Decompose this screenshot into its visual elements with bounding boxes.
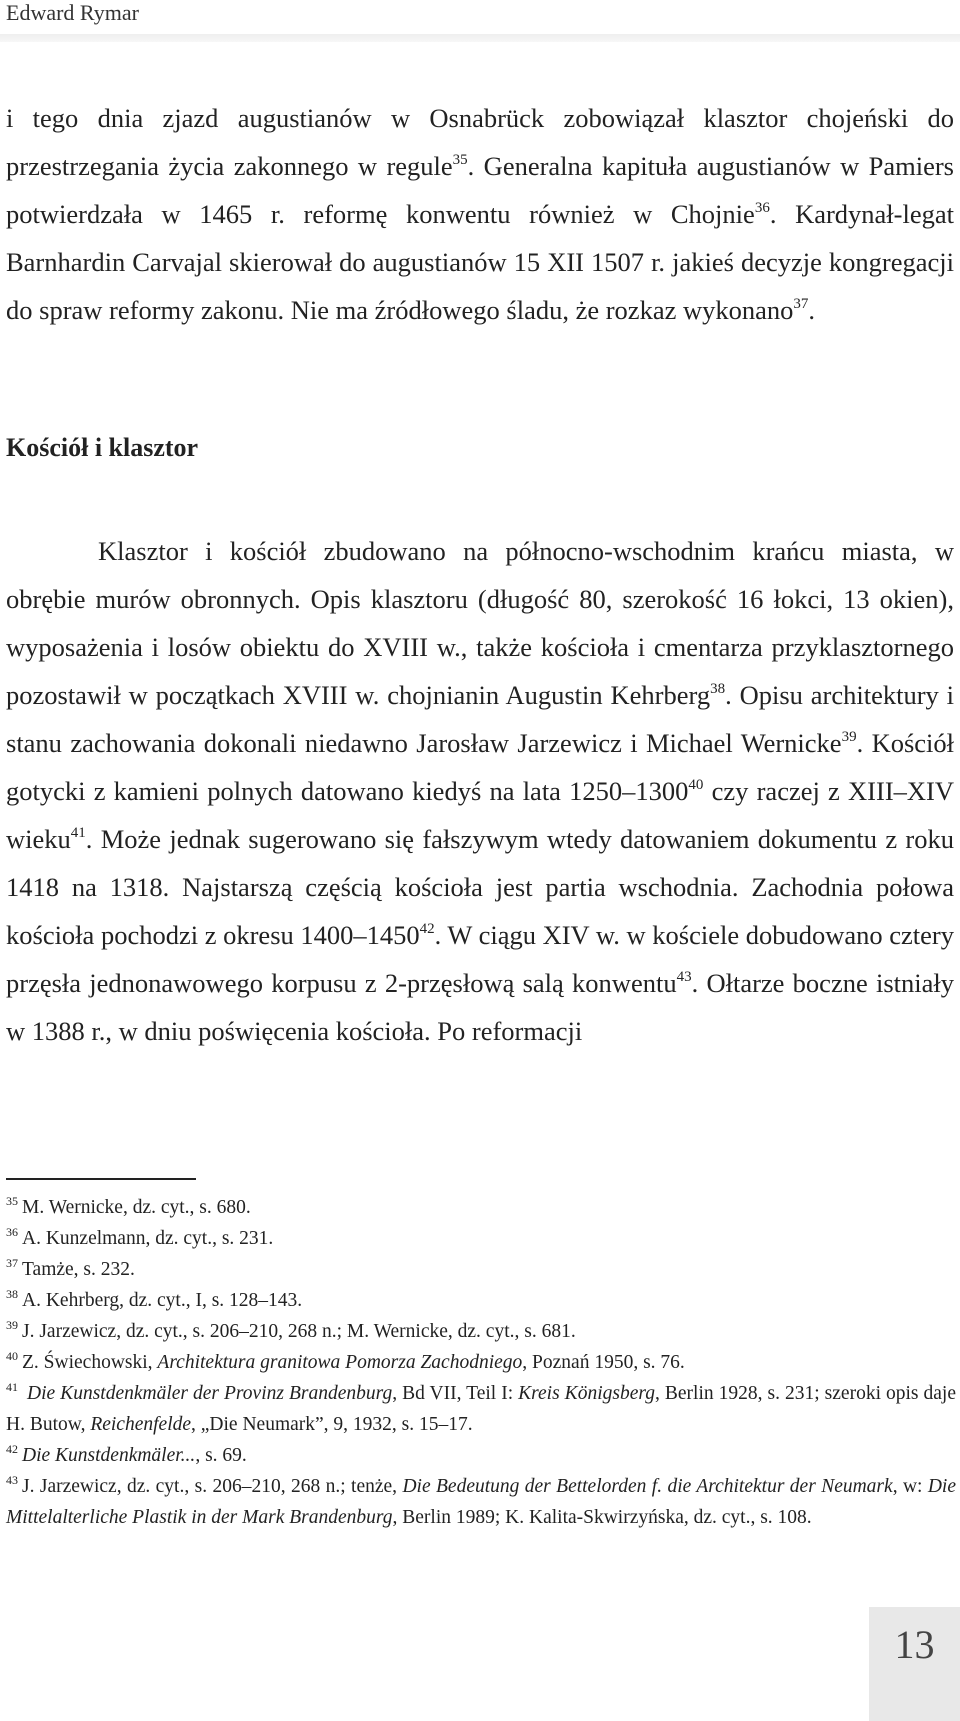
footnote-item <box>6 1285 956 1316</box>
text-run: A. Kehrberg, dz. cyt., I, s. 128–143. <box>22 1290 303 1311</box>
body-paragraph-2 <box>6 527 954 1055</box>
footnote-ref: 38 <box>710 681 726 697</box>
text-run: i tego dnia zjazd augustianów w Osnabrück zobowiązał klasztor chojeński do przestrzegania życia zakonnego w regule <box>6 103 954 181</box>
text-run: , Berlin 1989; K. Kalita-Skwirzyńska, dz. cyt., s. 108. <box>392 1507 812 1528</box>
footnote-item <box>6 1223 956 1254</box>
footnote-item <box>6 1440 956 1471</box>
text-run: . Może jednak sugerowano się fałszywym wtedy datowaniem dokumentu z roku 1418 na 1318. Najstarszą częścią kościoła jest partia wschodnia. Zachodnia połowa kościoła pochodzi z okresu 1400–1450 <box>6 824 954 950</box>
italic-title: Architektura granitowa Pomorza Zachodniego <box>157 1352 523 1373</box>
text-run: , Bd VII, Teil I: <box>392 1383 519 1404</box>
footnote-ref: 37 <box>793 296 809 312</box>
footnote-item <box>6 1471 956 1533</box>
footnote-number: 42 <box>6 1442 18 1456</box>
text-run: . Opisu architektury i stanu zachowania dokonali niedawno Jarosław Jarzewicz i Michael Wernicke <box>6 680 954 758</box>
footnote-number: 36 <box>6 1225 18 1239</box>
text-run: , „Die Neumark”, 9, 1932, s. 15–17. <box>191 1414 473 1435</box>
text-run: , w: <box>892 1476 928 1497</box>
text-run: . Ołtarze boczne istniały w 1388 r., w dniu poświęcenia kościoła. Po reformacji <box>6 968 954 1046</box>
header-rule <box>0 34 960 42</box>
page-number: 13 <box>894 1622 935 1667</box>
text-run: . W ciągu XIV w. w kościele dobudowano cztery przęsła jednonawowego korpusu z 2-przęsłową salą konwentu <box>6 920 954 998</box>
footnote-number: 37 <box>6 1256 18 1270</box>
text-run: J. Jarzewicz, dz. cyt., s. 206–210, 268 n.; M. Wernicke, dz. cyt., s. 681. <box>22 1321 576 1342</box>
section-heading: Kościół i klasztor <box>6 433 199 462</box>
italic-title: Kreis Königsberg <box>518 1383 655 1404</box>
text-run: . Kościół gotycki z kamieni polnych datowano kiedyś na lata 1250–1300 <box>6 728 955 806</box>
text-run: , s. 69. <box>195 1445 247 1466</box>
footnote-item <box>6 1316 956 1347</box>
footnote-ref: 40 <box>688 777 704 793</box>
text-run: . Generalna kapituła augustianów w Pamiers potwierdzała w 1465 r. reformę konwentu również w Chojnie <box>6 151 954 229</box>
text-run: Klasztor i kościół zbudowano na północno-wschodnim krańcu miasta, w obrębie murów obronnych. Opis klasztoru (długość 80, szerokość 16 łokci, 13 okien), wyposażenia i losów obiektu do XVIII w., także kościoła i cmentarza przyklasztornego pozostawił w początkach XVIII w. chojnianin Augustin Kehrberg <box>6 536 954 710</box>
footnote-number: 40 <box>6 1349 18 1363</box>
footnote-ref: 41 <box>70 825 86 841</box>
text-run: . Kardynał-legat Barnhardin Carvajal skierował do augustianów 15 XII 1507 r. jakieś decyzje kongregacji do spraw reformy zakonu. Nie ma źródłowego śladu, że rozkaz wykonano <box>6 199 954 325</box>
running-head: Edward Rymar <box>6 0 139 25</box>
footnote-ref: 43 <box>676 969 692 985</box>
footnote-number: 41 <box>6 1380 18 1394</box>
text-run: J. Jarzewicz, dz. cyt., s. 206–210, 268 n.; tenże, <box>22 1476 403 1497</box>
text-run: czy raczej z XIII–XIV wieku <box>6 776 954 854</box>
footnote-item <box>6 1347 956 1378</box>
text-run: A. Kunzelmann, dz. cyt., s. 231. <box>22 1228 274 1249</box>
footnote-ref: 35 <box>452 152 468 168</box>
text-run: M. Wernicke, dz. cyt., s. 680. <box>22 1197 251 1218</box>
footnote-rule <box>6 1178 196 1180</box>
footnotes-list <box>6 1192 956 1533</box>
italic-title: Die Bedeutung der Bettelorden f. die Architektur der Neumark <box>402 1476 893 1497</box>
text-run: , Poznań 1950, s. 76. <box>522 1352 685 1373</box>
italic-title: Reichenfelde <box>90 1414 192 1435</box>
italic-title: Die Kunstdenkmäler... <box>22 1445 196 1466</box>
italic-title: Die Kunstdenkmäler der Provinz Brandenburg <box>27 1383 393 1404</box>
footnote-item <box>6 1192 956 1223</box>
footnote-ref: 36 <box>754 200 770 216</box>
footnote-ref: 42 <box>419 921 435 937</box>
page-number-box <box>869 1607 960 1721</box>
body-paragraph-1 <box>6 94 954 334</box>
text-run: Tamże, s. 232. <box>22 1259 135 1280</box>
text-run: Z. Świechowski, <box>22 1352 158 1373</box>
footnote-item <box>6 1378 956 1440</box>
footnote-number: 38 <box>6 1287 18 1301</box>
text-run: . <box>808 295 815 325</box>
italic-title: Die Mittelalterliche Plastik in der Mark Brandenburg <box>6 1476 956 1528</box>
footnote-item <box>6 1254 956 1285</box>
footnote-number: 39 <box>6 1318 18 1332</box>
footnote-ref: 39 <box>841 729 857 745</box>
footnote-number: 35 <box>6 1194 18 1208</box>
text-run: , Berlin 1928, s. 231; szeroki opis daje H. Butow, <box>6 1383 956 1435</box>
footnote-number: 43 <box>6 1473 18 1487</box>
